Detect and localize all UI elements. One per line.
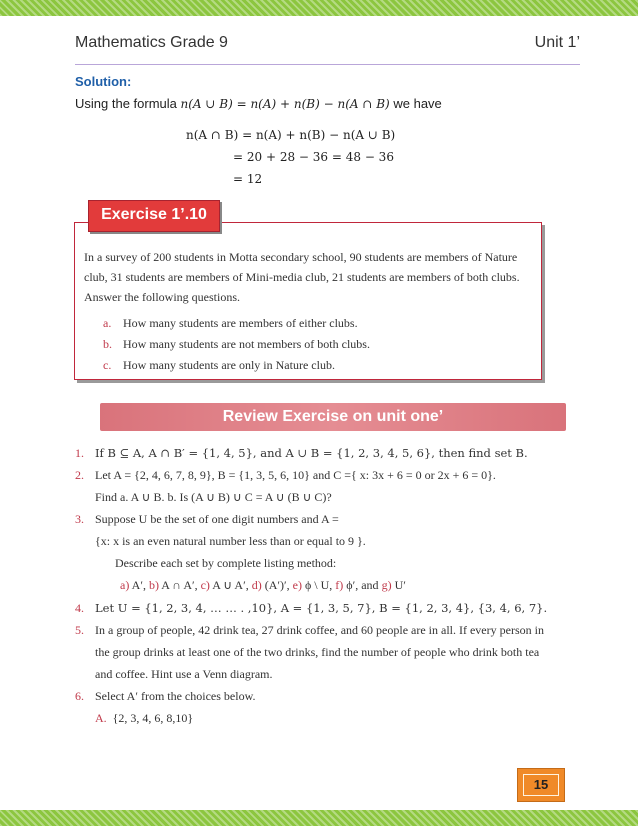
part-label-b: b) <box>148 578 159 592</box>
review-question-5-line-2: the group drinks at least one of the two drinks, find the number of people who drink both tea <box>95 645 540 659</box>
choice-text: {2, 3, 4, 6, 8,10} <box>112 711 194 725</box>
exercise-item-text: How many students are not members of both clubs. <box>123 337 370 351</box>
exercise-item-label: a. <box>103 316 112 330</box>
question-text: If B ⊆ A, A ∩ B′ = {1, 4, 5}, and A ∪ B = {1, 2, 3, 4, 5, 6}, then find set B. <box>95 446 528 460</box>
question-number: 3. <box>75 512 84 526</box>
review-question-6-choice-a <box>95 711 193 726</box>
part-label-e: e) <box>292 578 302 592</box>
review-question-3-parts <box>120 578 406 593</box>
exercise-item-c <box>103 355 533 376</box>
review-question-2 <box>75 468 575 483</box>
review-question-3 <box>75 512 575 527</box>
part-expr-f: ϕ′, and <box>343 578 382 592</box>
review-question-3-line-2: {x: x is an even natural number less than or equal to 9 }. <box>95 534 366 548</box>
page-number: 15 <box>533 777 549 792</box>
exercise-item-text: How many students are members of either clubs. <box>123 316 358 330</box>
exercise-item-text: How many students are only in Nature club. <box>123 358 335 372</box>
part-label-g: g) <box>381 578 392 592</box>
exercise-title: Exercise 1’.10 <box>101 206 207 223</box>
solution-step-2: = 20 + 28 − 36 = 48 − 36 <box>233 150 394 164</box>
part-expr-d: (A′)′, <box>261 578 293 592</box>
review-question-2-line-2: Find a. A ∪ B. b. Is (A ∪ B) ∪ C = A ∪ (B ∪ C)? <box>95 490 332 504</box>
question-text: Let U = {1, 2, 3, 4, … … . ,10}, A = {1, 3, 5, 7}, B = {1, 2, 3, 4}, {3, 4, 6, 7}. <box>95 601 548 615</box>
exercise-item-label: b. <box>103 337 112 351</box>
question-text: In a group of people, 42 drink tea, 27 drink coffee, and 60 people are in all. If every person in <box>95 623 544 637</box>
solution-formula: n(A ∪ B) = n(A) + n(B) − n(A ∩ B) <box>180 97 390 111</box>
question-number: 1. <box>75 446 84 460</box>
review-question-4 <box>75 601 575 616</box>
question-text: Let A = {2, 4, 6, 7, 8, 9}, B = {1, 3, 5, 6, 10} and C ={ x: 3x + 6 = 0 or 2x + 6 = 0}. <box>95 468 496 482</box>
part-expr-a: A′, <box>129 578 149 592</box>
review-question-3-line-3: Describe each set by complete listing method: <box>115 556 337 570</box>
question-number: 2. <box>75 468 84 482</box>
review-question-1 <box>75 446 575 461</box>
review-title: Review Exercise on unit one’ <box>222 408 444 425</box>
solution-step-1: n(A ∩ B) = n(A) + n(B) − n(A ∪ B) <box>186 128 396 142</box>
page-header <box>75 26 580 65</box>
review-banner <box>100 403 566 431</box>
top-border-stripe <box>0 0 638 16</box>
part-label-d: d) <box>251 578 262 592</box>
solution-intro <box>75 96 442 111</box>
exercise-box <box>74 222 542 380</box>
header-title: Mathematics Grade 9 <box>75 34 228 51</box>
question-number: 4. <box>75 601 84 615</box>
exercise-item-label: c. <box>103 358 112 372</box>
exercise-title-tab <box>88 200 220 232</box>
review-question-6 <box>75 689 575 704</box>
solution-intro-after: we have <box>389 96 442 111</box>
exercise-question-list <box>103 313 533 376</box>
part-label-f: f) <box>335 578 344 592</box>
question-text: Suppose U be the set of one digit numbers and A = <box>95 512 339 526</box>
part-expr-g: U′ <box>391 578 406 592</box>
question-number: 6. <box>75 689 84 703</box>
page-number-box <box>517 768 565 802</box>
exercise-item-a <box>103 313 533 334</box>
part-expr-c: A ∪ A′, <box>209 578 252 592</box>
review-question-5-line-3: and coffee. Hint use a Venn diagram. <box>95 667 273 681</box>
solution-step-3: = 12 <box>233 172 263 186</box>
question-number: 5. <box>75 623 84 637</box>
bottom-border-stripe <box>0 810 638 826</box>
part-label-c: c) <box>200 578 210 592</box>
question-text: Select A′ from the choices below. <box>95 689 256 703</box>
solution-heading: Solution: <box>75 74 132 89</box>
part-expr-b: A ∩ A′, <box>158 578 201 592</box>
header-unit: Unit 1’ <box>534 34 580 51</box>
exercise-text: In a survey of 200 students in Motta secondary school, 90 students are members of Nature club, 31 students are members of Mini-media club, 21 students are members of both clubs. Answer the following questions. <box>84 250 520 304</box>
choice-label: A. <box>95 711 107 725</box>
exercise-item-b <box>103 334 533 355</box>
part-label-a: a) <box>120 578 130 592</box>
review-question-5 <box>75 623 575 638</box>
part-expr-e: ϕ \ U, <box>301 578 336 592</box>
solution-intro-before: Using the formula <box>75 96 181 111</box>
